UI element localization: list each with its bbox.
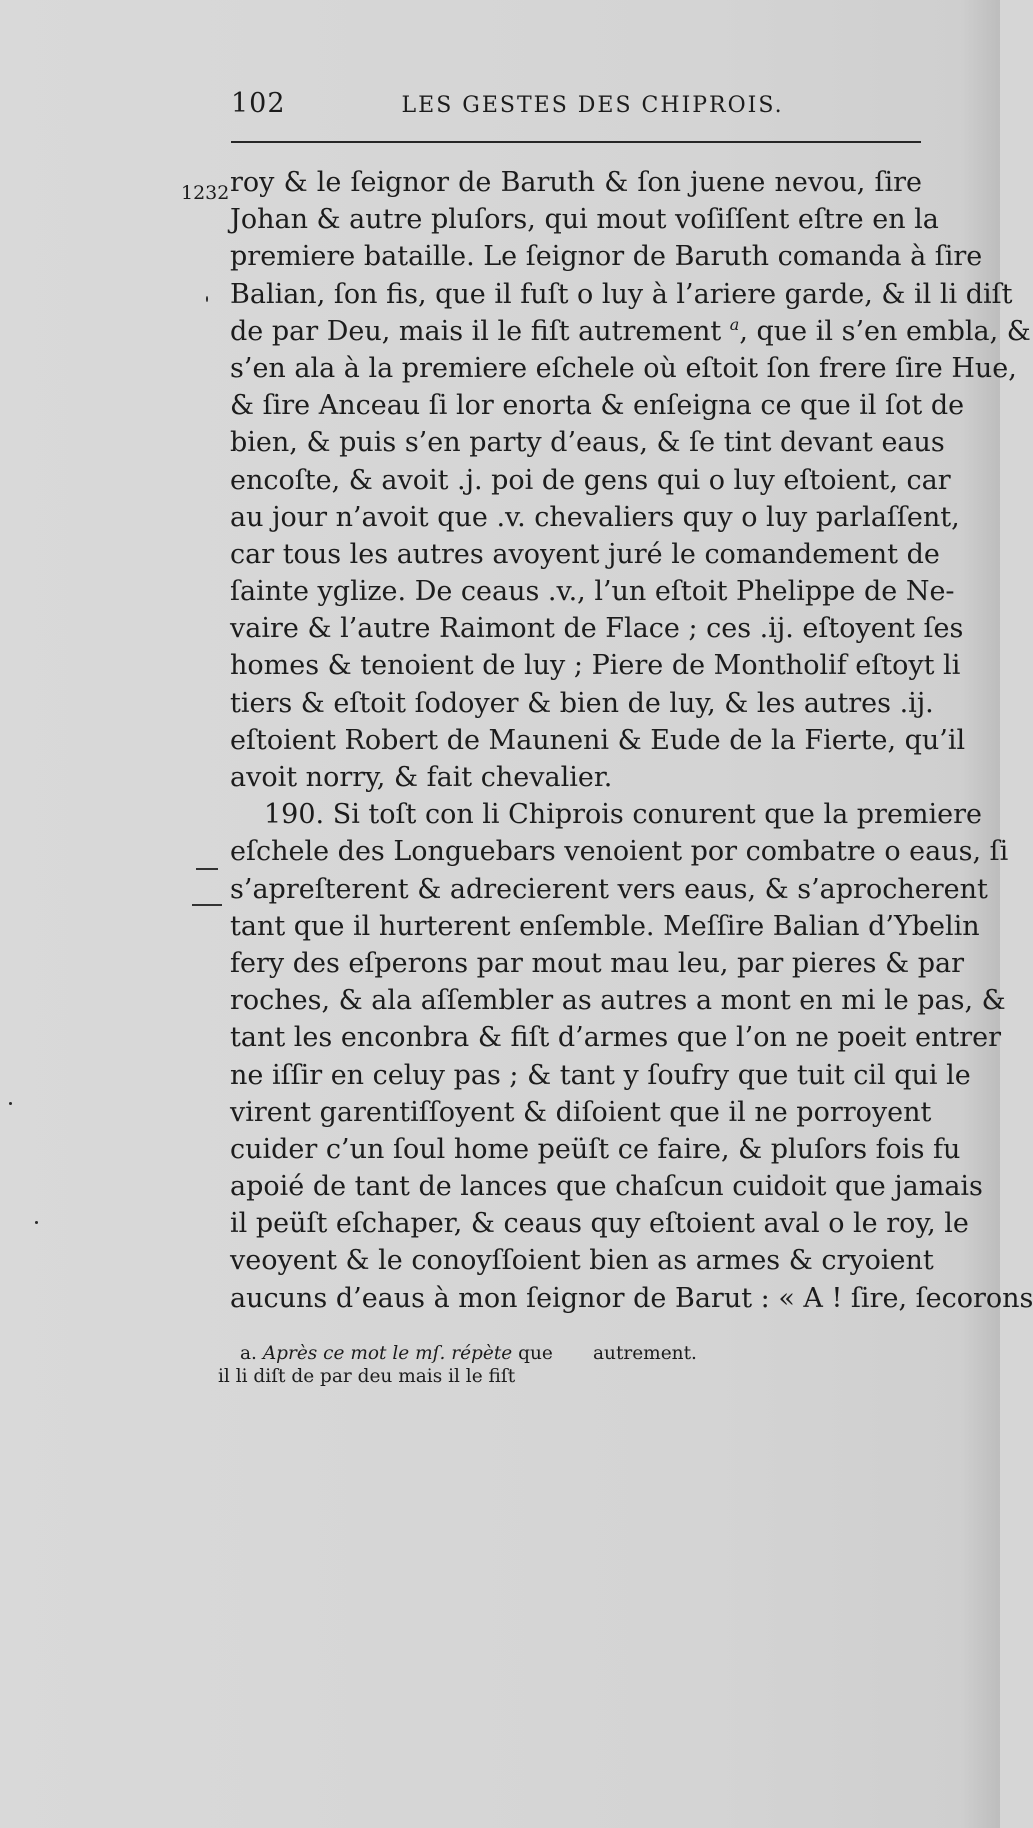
footnote-italic: Après ce mot le mſ. répète	[262, 1343, 513, 1364]
text-line: eſchele des Longuebars venoient por combatre o eaus, ſi	[230, 836, 1009, 868]
text-line: tant les enconbra & fiſt d’armes que l’on ne poeit entrer	[230, 1022, 1001, 1054]
text-line: eſtoient Robert de Mauneni & Eude de la Fierte, qu’il	[230, 724, 966, 756]
text-line-with-note	[230, 313, 1031, 350]
page-header	[231, 88, 921, 119]
line-text-tail: , que il s’en embla, &	[739, 315, 1031, 347]
margin-dash-2	[192, 904, 222, 906]
footnote-text-right: autrement.	[593, 1343, 697, 1364]
text-line: fery des eſperons par mout mau leu, par pieres & par	[230, 947, 965, 979]
text-line: tant que il hurterent enſemble. Meſſire Balian d’Ybelin	[230, 910, 980, 942]
text-line: roches, & ala aſſembler as autres a mont en mi le pas, &	[230, 985, 1006, 1017]
text-line: ne iſſir en celuy pas ; & tant y ſoufry que tuit cil qui le	[230, 1059, 971, 1091]
header-rule	[231, 141, 921, 143]
text-line: car tous les autres avoyent juré le comandement de	[230, 538, 940, 570]
footnote	[218, 1342, 697, 1388]
text-line: vaire & l’autre Raimont de Flace ; ces .ij. eſtoyent ſes	[230, 613, 964, 645]
footnote-marker: a.	[240, 1343, 257, 1364]
margin-dash-1	[196, 868, 218, 870]
margin-speck-3	[35, 1221, 38, 1224]
paragraph-start-190: 190. Si toſt con li Chiprois conurent que la premiere	[264, 799, 983, 831]
footnote-text-1: que	[518, 1343, 553, 1364]
margin-year: 1232	[181, 182, 230, 204]
text-line: s’en ala à la premiere eſchele où eſtoit ſon frere ſire Hue,	[230, 352, 1017, 384]
footnote-ref: a	[729, 314, 740, 334]
text-line: premiere bataille. Le ſeignor de Baruth comanda à ſire	[230, 241, 983, 273]
text-line: virent garentiſſoyent & diſoient que il ne porroyent	[230, 1096, 932, 1128]
text-line: tiers & eſtoit ſodoyer & bien de luy, & les autres .ij.	[230, 687, 934, 719]
margin-speck-1	[206, 296, 208, 302]
line-text: de par Deu, mais il le fiſt autrement	[230, 315, 722, 347]
text-line: roy & le ſeignor de Baruth & ſon juene nevou, ſire	[230, 167, 922, 198]
text-line: Balian, ſon fis, que il fuſt o luy à l’ariere garde, & il li diſt	[230, 278, 1013, 310]
text-line: bien, & puis s’en party d’eaus, & ſe tint devant eaus	[230, 427, 945, 459]
running-title: LES GESTES DES CHIPROIS.	[401, 93, 784, 118]
text-line: homes & tenoient de luy ; Piere de Montholif eſtoyt li	[230, 650, 961, 682]
text-line: Johan & autre pluſors, qui mout voſiſſent eſtre en la	[230, 204, 939, 236]
text-line: avoit norry, & fait chevalier.	[230, 762, 613, 793]
text-line: il peüſt eſchaper, & ceaus quy eſtoient aval o le roy, le	[230, 1208, 969, 1240]
body-text	[230, 164, 1033, 1317]
margin-speck-2	[9, 1102, 12, 1105]
page-number: 102	[231, 88, 286, 119]
text-line: & ſire Anceau ſi lor enorta & enſeigna ce que il ſot de	[230, 390, 965, 422]
footnote-line-2: il li diſt de par deu mais il le fiſt	[218, 1366, 516, 1387]
text-line: apoié de tant de lances que chaſcun cuidoit que jamais	[230, 1171, 983, 1203]
footnote-line-1	[218, 1342, 553, 1365]
text-line: encoſte, & avoit .j. poi de gens qui o luy eſtoient, car	[230, 464, 951, 496]
text-line: veoyent & le conoyſſoient bien as armes & cryoient	[230, 1245, 934, 1277]
text-line: aucuns d’eaus à mon ſeignor de Barut : « A ! ſire, ſecorons	[230, 1282, 1033, 1314]
text-line: s’apreſterent & adrecierent vers eaus, & s’aprocherent	[230, 873, 988, 905]
text-line: au jour n’avoit que .v. chevaliers quy o luy parlaſſent,	[230, 501, 960, 533]
text-line: cuider c’un ſoul home peüſt ce faire, & pluſors fois fu	[230, 1133, 961, 1165]
text-line: ſainte yglize. De ceaus .v., l’un eſtoit Phelippe de Ne-	[230, 576, 955, 608]
